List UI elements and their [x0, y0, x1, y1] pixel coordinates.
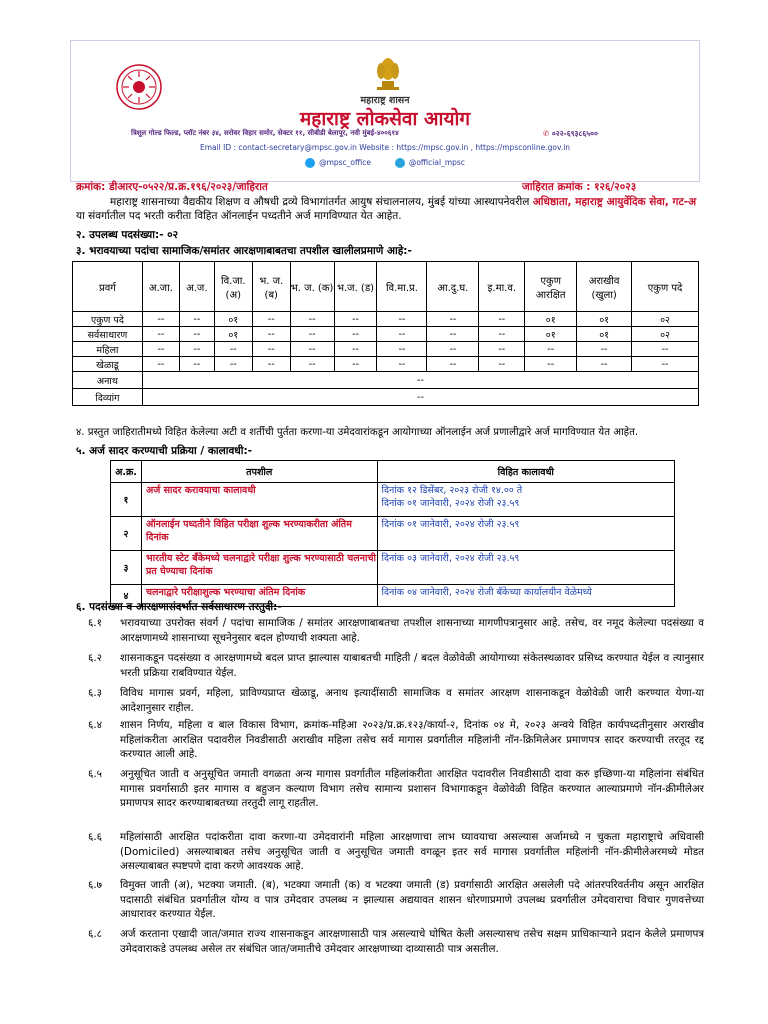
- col-header: वि.मा.प्र.: [377, 262, 427, 312]
- col-header: प्रवर्ग: [73, 262, 143, 312]
- provision-item: [88, 718, 704, 762]
- reservation-table: [72, 261, 699, 406]
- row-label: अनाथ: [73, 372, 143, 389]
- table-row: [111, 551, 675, 585]
- provision-item: [88, 616, 704, 645]
- cell: --: [479, 327, 525, 342]
- provision-item: [88, 686, 704, 715]
- cell: --: [632, 357, 699, 372]
- cell: ०१: [525, 312, 577, 327]
- phone-icon: ✆: [543, 129, 552, 138]
- cell: --: [290, 327, 334, 342]
- twitter-handle[interactable]: @mpsc_office: [319, 158, 371, 167]
- provision-number: ६.६: [88, 831, 102, 843]
- row-label: खेळाडू: [73, 357, 143, 372]
- section-2-heading: २. उपलब्ध पदसंख्या:- ०२: [76, 229, 179, 241]
- cell: --: [179, 357, 214, 372]
- col-header: अ.क्र.: [111, 461, 142, 483]
- provision-text: शासन निर्णय, महिला व बाल विकास विभाग, क्रमांक-महिआ २०२३/प्र.क्र.१२३/कार्या-२, दिनांक ०४ मे, २०२३ अन्वये विहित कार्यपध्दतीनुसार अराखीव महिलांकरीता आरक्षित पदावरील निवडीसाठी अराखीव महिला तसेच सर्व मागास प्रवर्गातील महिलांनी नॉन-क्रिमिलेअर प्रमाणपत्र सादर करण्याची तरतूद रद्द करण्यात आली आहे.: [120, 719, 704, 760]
- row-label: दिव्यांग: [73, 389, 143, 406]
- row-label: सर्वसाधारण: [73, 327, 143, 342]
- row-number: १: [111, 483, 142, 517]
- section-6-heading: ६. पदसंख्या व आरक्षणासंदर्भात सर्वसाधारण तरतुदी:-: [76, 601, 282, 613]
- table-header-row: [111, 461, 675, 483]
- col-header: वि.जा. (अ): [214, 262, 252, 312]
- provision-text: महिलांसाठी आरक्षित पदांकरीता दावा करणा-या उमेदवारांनी महिला आरक्षणाचा लाभ घ्यावयाचा असल्यास अर्जामध्ये न चुकता महाराष्ट्राचे अधिवासी (Domiciled) असल्याबाबत तसेच अनुसूचित जाती व अनुसूचित जमाती वगळून इतर सर्व मागास प्रवर्गातील महिलांनी नॉन-क्रीमीलेअरमध्ये मोडत असल्याबाबत स्पष्टपणे दावा करणे आवश्यक आहे.: [120, 831, 704, 872]
- col-header: इ.मा.व.: [479, 262, 525, 312]
- cell: --: [252, 312, 290, 327]
- cell: --: [142, 312, 179, 327]
- col-header: अराखीव (खुला): [577, 262, 632, 312]
- provision-text: विविध मागास प्रवर्ग, महिला, प्राविण्यप्राप्त खेळाडू, अनाथ इत्यादींसाठी सामाजिक व समांतर आरक्षण शासनाकडून वेळोवेळी जारी करण्यात येणा-या आदेशानुसार राहील.: [120, 687, 704, 714]
- cell: --: [525, 357, 577, 372]
- provision-item: [88, 651, 704, 680]
- cell: ०१: [214, 312, 252, 327]
- table-row: [73, 342, 699, 357]
- col-header: अ.जा.: [142, 262, 179, 312]
- provision-item: [88, 927, 704, 956]
- col-header: भ.ज. (ड): [334, 262, 377, 312]
- cell: --: [252, 327, 290, 342]
- schedule-label: चलनाद्वारे परीक्षाशुल्क भरण्याचा अंतिम दिनांक: [141, 585, 377, 607]
- schedule-label: भारतीय स्टेट बँकेमध्ये चलनाद्वारे परीक्षा शुल्क भरण्यासाठी चलनाची प्रत घेण्याचा दिनांक: [141, 551, 377, 585]
- provision-number: ६.५: [88, 768, 102, 780]
- government-name: महाराष्ट्र शासन: [360, 95, 410, 106]
- section-5-heading: ५. अर्ज सादर करण्याची प्रक्रिया / कालावधी:-: [76, 445, 253, 457]
- col-header: एकुण आरक्षित: [525, 262, 577, 312]
- cell: --: [479, 357, 525, 372]
- social-links: [71, 158, 699, 168]
- cell: --: [377, 327, 427, 342]
- cell: --: [290, 312, 334, 327]
- table-row: [73, 327, 699, 342]
- provision-text: अर्ज करताना एखादी जात/जमात राज्य शासनाकडून आरक्षणासाठी पात्र असल्याचे घोषित केली असल्यासच तसेच सक्षम प्राधिकाऱ्याने प्रदान केलेले प्रमाणपत्र उमेदवाराकडे उपलब्ध असेल तर संबंधित जात/जमातीचे उमेदवार आरक्षणाच्या दाव्यासाठी पात्र असतील.: [120, 928, 704, 955]
- office-address: त्रिशूल गोल्ड फिल्ड, प्लॉट नंबर ३४, सरोवर विहार समोर, सेक्टर ११, सीबीडी बेलापूर, नवी मुंबई-४००६१४: [131, 129, 399, 137]
- cell: --: [377, 312, 427, 327]
- cell: --: [525, 342, 577, 357]
- twitter-icon: [305, 158, 315, 168]
- provision-number: ६.७: [88, 879, 102, 891]
- commission-name: महाराष्ट्र लोकसेवा आयोग: [299, 108, 471, 130]
- cell: --: [290, 357, 334, 372]
- row-label: एकुण पदे: [73, 312, 143, 327]
- email-website-line: Email ID : contact-secretary@mpsc.gov.in Website : https://mpsc.gov.in , https://mpsconline.gov.in: [199, 143, 571, 152]
- cell: --: [252, 342, 290, 357]
- cell: --: [577, 357, 632, 372]
- cell: --: [214, 342, 252, 357]
- cell: --: [479, 342, 525, 357]
- cell: --: [179, 342, 214, 357]
- telegram-icon: [395, 158, 405, 168]
- date-line: दिनांक ०१ जानेवारी, २०२४ रोजी २३.५९: [381, 519, 520, 530]
- cell: --: [427, 342, 479, 357]
- schedule-label: अर्ज सादर करावयाचा कालावधी: [141, 483, 377, 517]
- cell: --: [142, 327, 179, 342]
- cell: --: [290, 342, 334, 357]
- cell: --: [142, 342, 179, 357]
- reference-number: क्रमांक: डीआरए-०५२२/प्र.क्र.१९६/२०२३/जाहिरात: [76, 181, 268, 193]
- row-number: ४: [111, 585, 142, 607]
- cell: --: [377, 357, 427, 372]
- cell: ०२: [632, 312, 699, 327]
- provision-number: ६.४: [88, 719, 102, 731]
- cell: --: [334, 342, 377, 357]
- table-row: [111, 483, 675, 517]
- row-number: २: [111, 517, 142, 551]
- cell: ०१: [577, 312, 632, 327]
- table-header-row: [73, 262, 699, 312]
- cell: --: [427, 327, 479, 342]
- provision-text: अनुसूचित जाती व अनुसूचित जमाती वगळता अन्य मागास प्रवर्गातील महिलांकरीता आरक्षित पदावरील निवडीसाठी दावा करु इच्छिणा-या महिलांना संबंधित मागास प्रवर्गासाठी इतर मागास व बहुजन कल्याण विभाग तसेच सामान्य प्रशासन विभागाकडून वेळोवेळी विहित करण्यात आल्याप्रमाणे नॉन-क्रीमीलेअर प्रमाणपत्र सादर करण्याबाबतच्या तरतुदी लागू राहतील.: [120, 768, 704, 809]
- cell: --: [577, 342, 632, 357]
- cell: ०२: [632, 327, 699, 342]
- date-line: दिनांक ०३ जानेवारी, २०२४ रोजी २३.५९: [381, 553, 520, 564]
- provision-text: भरावयाच्या उपरोक्त संवर्ग / पदांचा सामाजिक / समांतर आरक्षणाबाबतचा तपशील शासनाच्या मागणीपत्रानुसार आहे. तसेच, वर नमूद केलेल्या पदसंख्या व आरक्षणामध्ये शासनाच्या सूचनेनुसार बदल होण्याची शक्यता आहे.: [120, 617, 704, 644]
- provision-number: ६.३: [88, 687, 102, 699]
- col-header: अ.ज.: [179, 262, 214, 312]
- schedule-date: [377, 517, 674, 551]
- cell: ०१: [525, 327, 577, 342]
- cell: --: [179, 327, 214, 342]
- cell: ०१: [577, 327, 632, 342]
- cell: --: [252, 357, 290, 372]
- cell: --: [142, 372, 698, 389]
- cell: --: [142, 389, 698, 406]
- cell: --: [179, 312, 214, 327]
- state-emblem-icon: [367, 51, 409, 93]
- date-line: दिनांक ०४ जानेवारी, २०२४ रोजी बँकेच्या कार्यालयीन वेळेमध्ये: [381, 587, 592, 598]
- schedule-date: [377, 483, 674, 517]
- intro-paragraph: महाराष्ट्र शासनाच्या वैद्यकीय शिक्षण व औषधी द्रव्ये विभागांतर्गत आयुष संचालनालय, मुंबई यांच्या आस्थापनेवरील अधिष्ठाता, महाराष्ट्र आयुर्वेदिक सेवा, गट-अ या संवर्गातील पद भरती करीता विहित ऑनलाईन पध्दतीने अर्ज मागविण्यात येत आहेत.: [76, 196, 697, 222]
- col-header: तपशील: [141, 461, 377, 483]
- cell: --: [214, 357, 252, 372]
- schedule-date: [377, 551, 674, 585]
- table-row: [73, 372, 699, 389]
- col-header: आ.दु.घ.: [427, 262, 479, 312]
- telegram-handle[interactable]: @official_mpsc: [408, 158, 465, 167]
- cell: --: [334, 327, 377, 342]
- cell: --: [142, 357, 179, 372]
- cell: --: [427, 357, 479, 372]
- date-line: दिनांक १२ डिसेंबर, २०२३ रोजी १४.०० ते: [381, 485, 523, 496]
- provision-item: [88, 830, 704, 874]
- schedule-label: ऑनलाईन पध्दतीने विहित परीक्षा शुल्क भरण्याकरीता अंतिम दिनांक: [141, 517, 377, 551]
- cell: --: [334, 312, 377, 327]
- schedule-table: [110, 460, 675, 607]
- cell: --: [334, 357, 377, 372]
- section-3-heading: ३. भरावयाच्या पदांचा सामाजिक/समांतर आरक्षणाबाबतचा तपशील खालीलप्रमाणे आहे:-: [76, 245, 412, 257]
- table-row: [73, 312, 699, 327]
- post-name: अधिष्ठाता, महाराष्ट्र आयुर्वेदिक सेवा, गट-अ: [532, 196, 697, 208]
- letterhead: [70, 40, 700, 182]
- schedule-date: [377, 585, 674, 607]
- date-line: दिनांक ०१ जानेवारी, २०२४ रोजी २३.५९: [381, 498, 520, 509]
- col-header: एकुण पदे: [632, 262, 699, 312]
- cell: --: [479, 312, 525, 327]
- row-label: महिला: [73, 342, 143, 357]
- provision-number: ६.१: [88, 617, 102, 629]
- provision-item: [88, 878, 704, 922]
- table-row: [111, 517, 675, 551]
- cell: --: [427, 312, 479, 327]
- cell: ०१: [214, 327, 252, 342]
- col-header: भ. ज. (ब): [252, 262, 290, 312]
- provision-text: विमुक्त जाती (अ), भटक्या जमाती. (ब), भटक्या जमाती (क) व भटक्या जमाती (ड) प्रवर्गासाठी आरक्षित असलेली पदे आंतरपरिवर्तनीय असून आरक्षित पदासाठी संबंधित प्रवर्गातील योग्य व पात्र उमेदवार उपलब्ध न झाल्यास अद्ययावत शासन धोरणाप्रमाणे उपलब्ध प्रवर्गातील उमेदवाराचा विचार गुणवत्तेच्या आधारावर करण्यात येईल.: [120, 879, 704, 920]
- phone-number: ✆ ०२२-६९३८६५००: [543, 129, 598, 138]
- provision-text: शासनाकडून पदसंख्या व आरक्षणामध्ये बदल प्राप्त झाल्यास याबाबतची माहिती / बदल वेळोवेळी आयोगाच्या संकेतस्थळावर प्रसिध्द करण्यात येईल व त्यानुसार भरती प्रक्रिया राबविण्यात येईल.: [120, 652, 704, 679]
- section-4-text: ४. प्रस्तुत जाहिरातीमध्ये विहित केलेल्या अटी व शर्तीची पुर्तता करणा-या उमेदवारांकडून आयोगाच्या ऑनलाईन अर्ज प्रणालीद्वारे अर्ज मागविण्यात येत आहेत.: [76, 427, 639, 438]
- advertisement-number: जाहिरात क्रमांक : १२६/२०२३: [522, 181, 637, 193]
- cell: --: [377, 342, 427, 357]
- col-header: विहित कालावधी: [377, 461, 674, 483]
- cell: --: [632, 342, 699, 357]
- table-row: [73, 357, 699, 372]
- table-row: [73, 389, 699, 406]
- provision-number: ६.२: [88, 652, 102, 664]
- provision-number: ६.८: [88, 928, 102, 940]
- col-header: भ. ज. (क): [290, 262, 334, 312]
- row-number: ३: [111, 551, 142, 585]
- provision-item: [88, 767, 704, 811]
